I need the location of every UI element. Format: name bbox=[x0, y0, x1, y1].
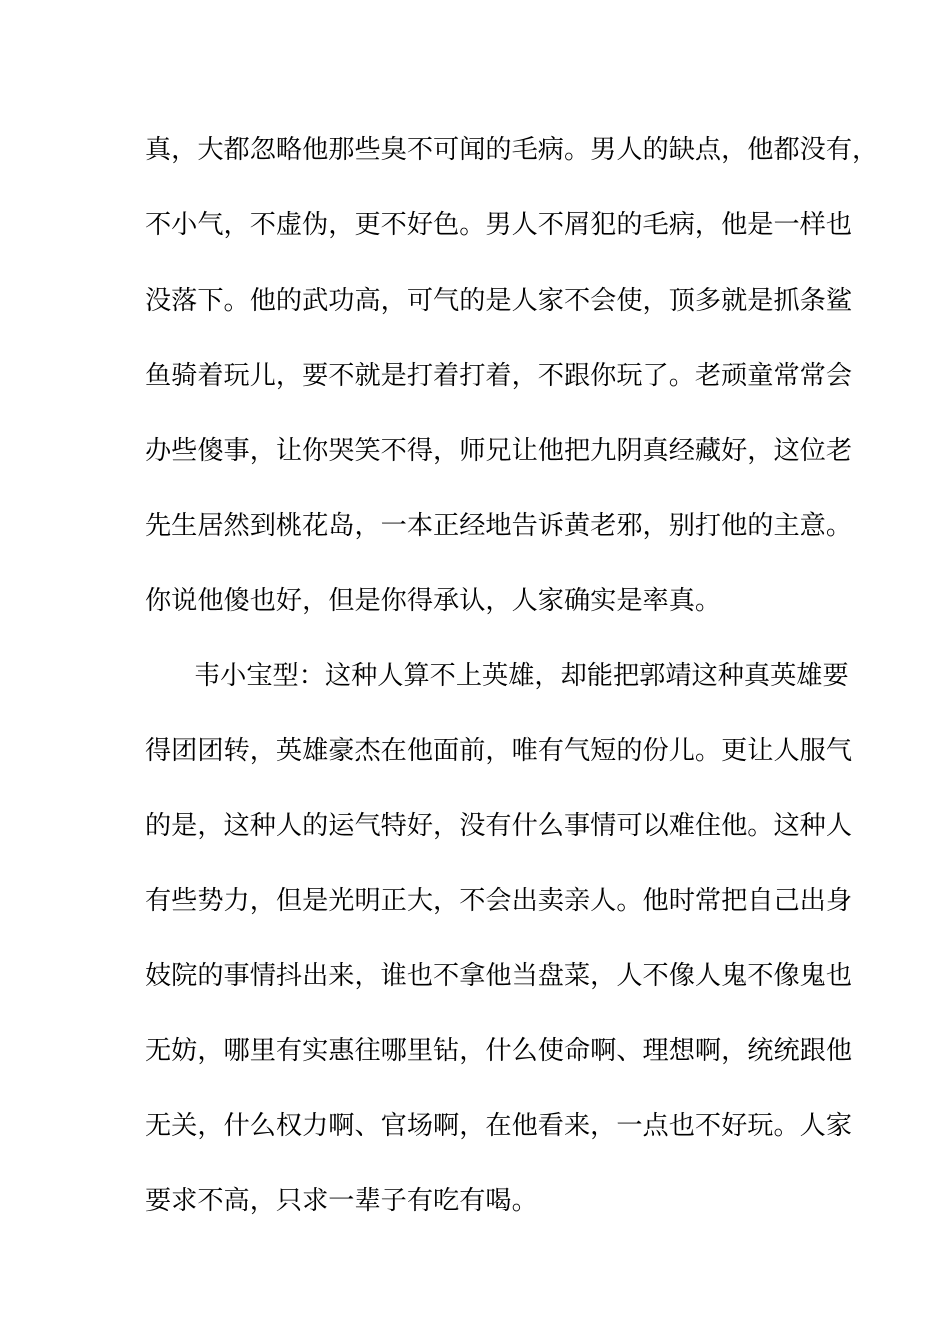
paragraph-2-line-3: 的是，这种人的运气特好，没有什么事情可以难住他。这种人 bbox=[145, 811, 853, 841]
paragraph-1-line-1: 真，大都忽略他那些臭不可闻的毛病。男人的缺点，他都没有， bbox=[145, 135, 879, 165]
paragraph-2-line-4: 有些势力，但是光明正大，不会出卖亲人。他时常把自己出身 bbox=[145, 886, 853, 916]
paragraph-2-line-6: 无妨，哪里有实惠往哪里钻，什么使命啊、理想啊，统统跟他 bbox=[145, 1036, 853, 1066]
paragraph-2-line-5: 妓院的事情抖出来，谁也不拿他当盘菜，人不像人鬼不像鬼也 bbox=[145, 961, 853, 991]
paragraph-1-line-4: 鱼骑着玩儿，要不就是打着打着，不跟你玩了。老顽童常常会 bbox=[145, 361, 853, 391]
paragraph-1-line-6: 先生居然到桃花岛，一本正经地告诉黄老邪，别打他的主意。 bbox=[145, 511, 853, 541]
paragraph-2-line-7: 无关，什么权力啊、官场啊，在他看来，一点也不好玩。人家 bbox=[145, 1111, 853, 1141]
paragraph-1-line-2: 不小气，不虚伪，更不好色。男人不屑犯的毛病，他是一样也 bbox=[145, 210, 853, 240]
paragraph-1-line-7: 你说他傻也好，但是你得承认，人家确实是率真。 bbox=[145, 586, 722, 616]
paragraph-1-line-5: 办些傻事，让你哭笑不得，师兄让他把九阴真经藏好，这位老 bbox=[145, 436, 853, 466]
paragraph-2-line-2: 得团团转，英雄豪杰在他面前，唯有气短的份儿。更让人服气 bbox=[145, 736, 853, 766]
paragraph-2-line-1: 韦小宝型：这种人算不上英雄，却能把郭靖这种真英雄要 bbox=[194, 661, 849, 691]
paragraph-1-line-3: 没落下。他的武功高，可气的是人家不会使，顶多就是抓条鲨 bbox=[145, 286, 853, 316]
paragraph-2-line-8: 要求不高，只求一辈子有吃有喝。 bbox=[145, 1186, 538, 1216]
